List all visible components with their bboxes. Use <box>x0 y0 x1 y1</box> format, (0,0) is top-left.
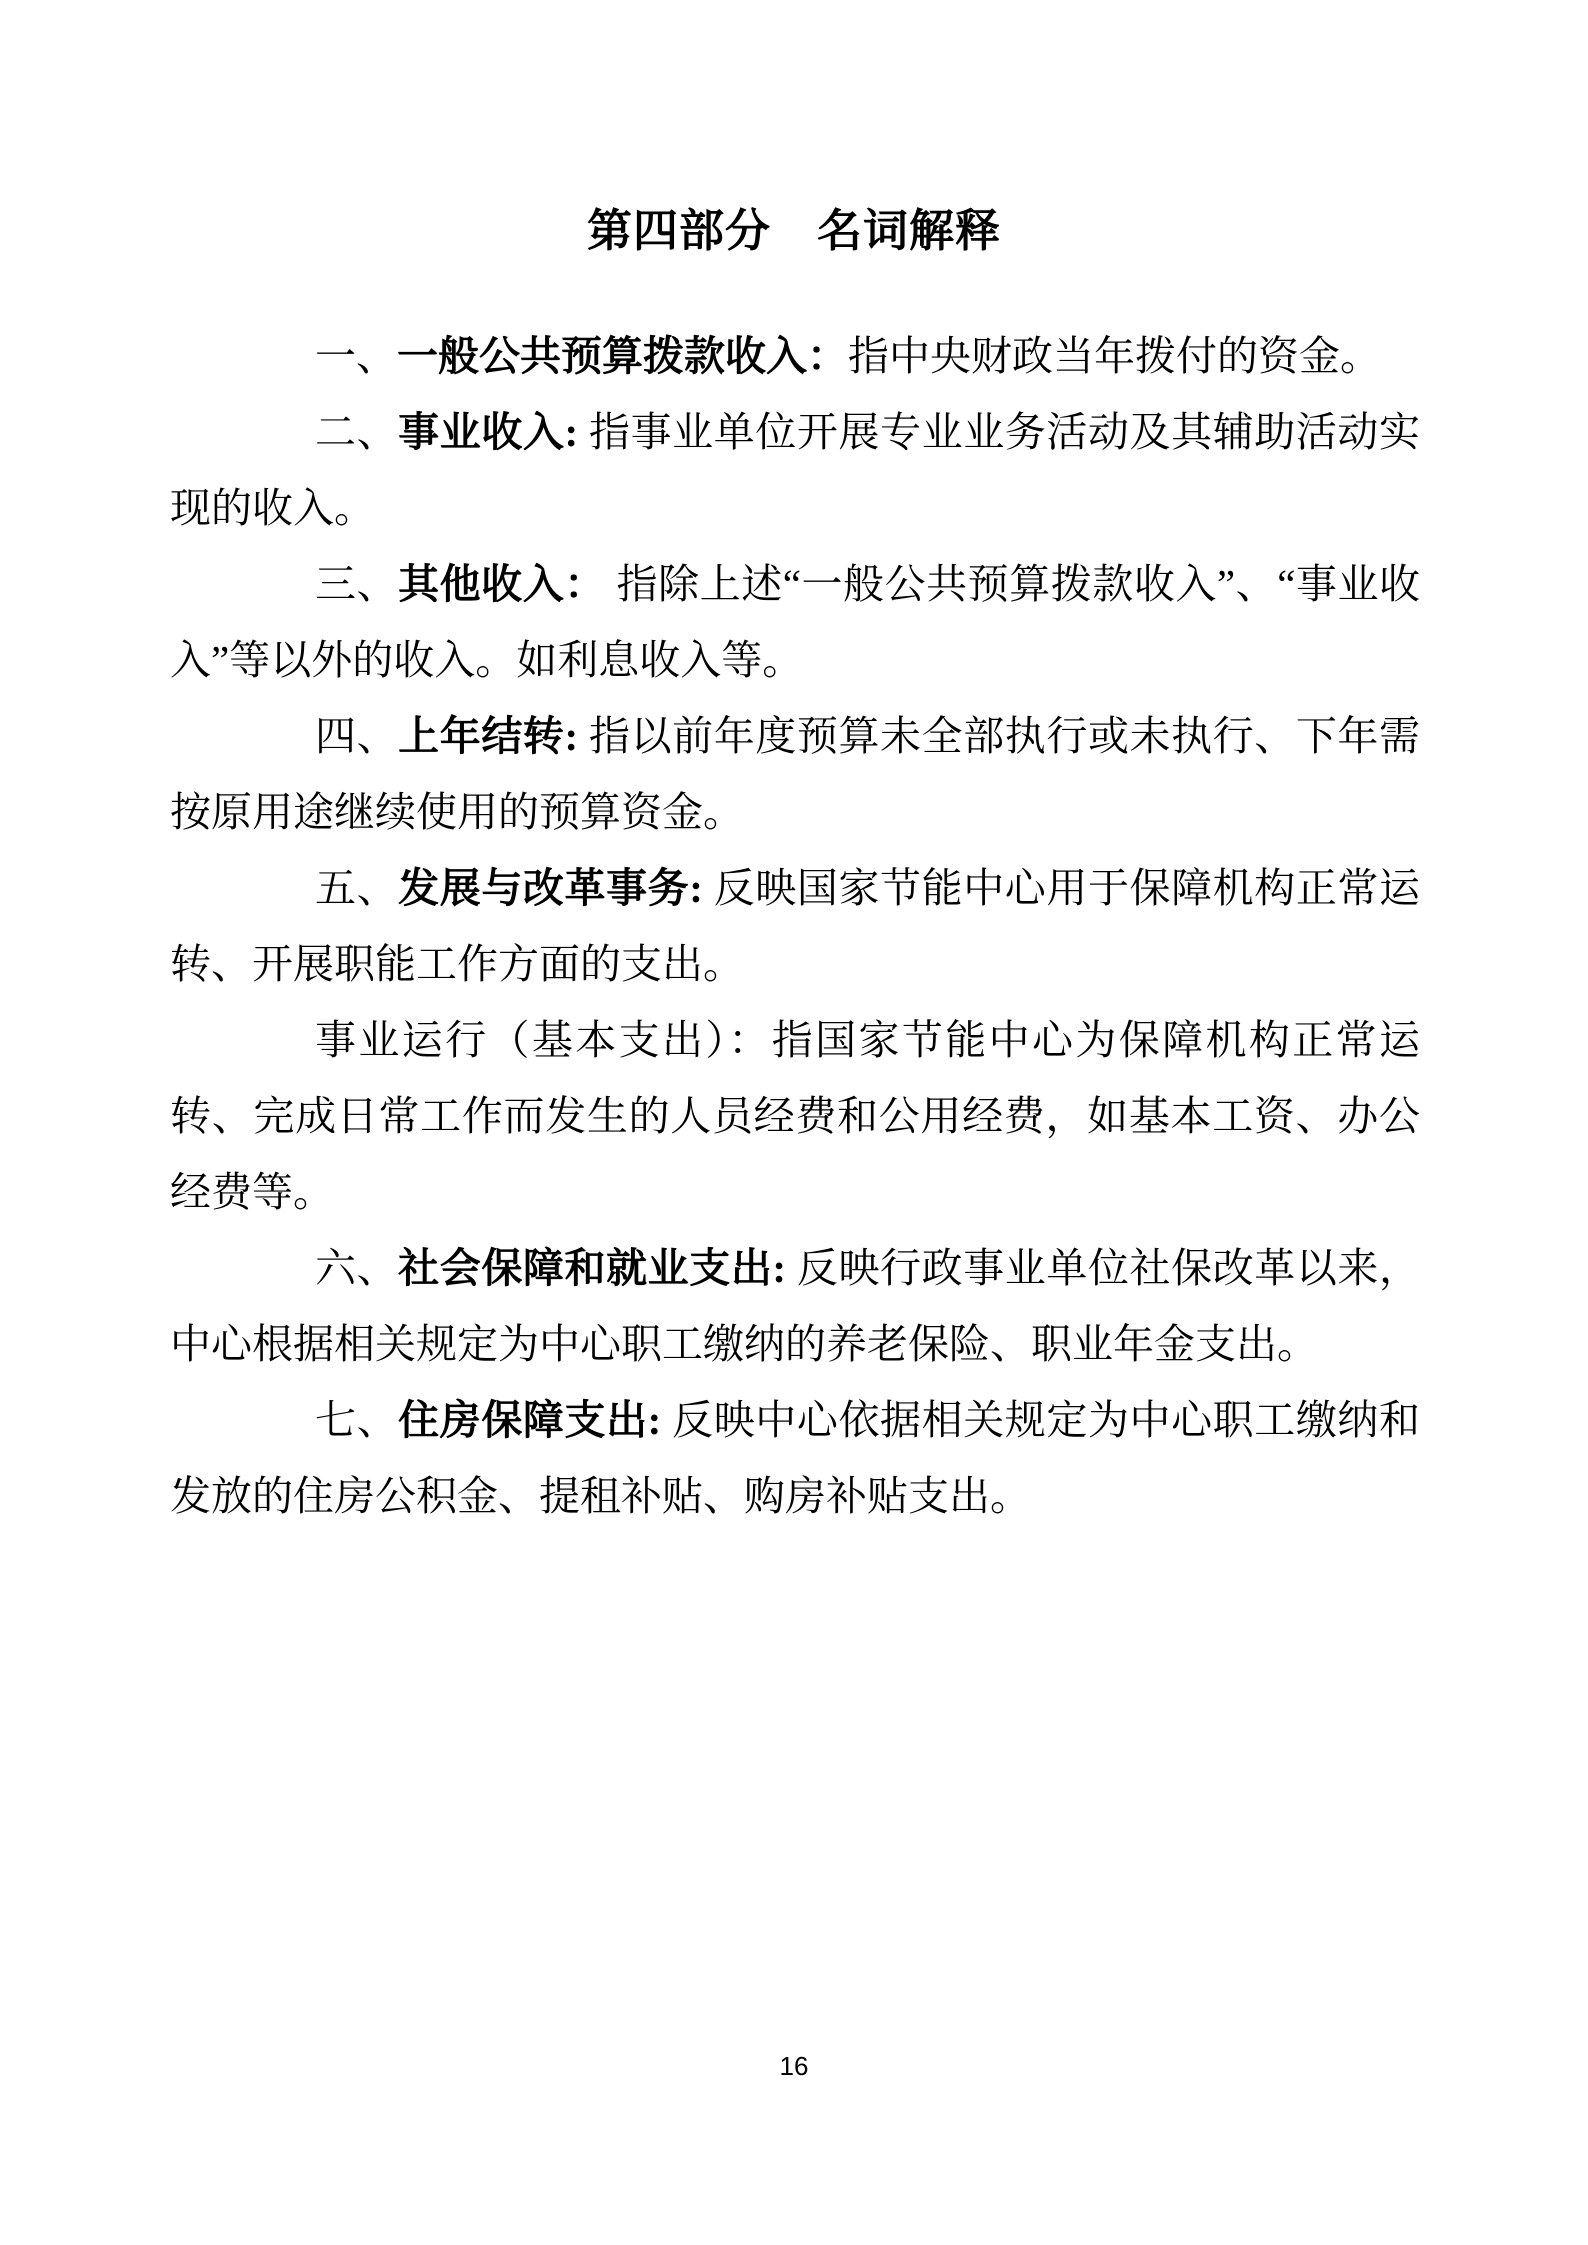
glossary-paragraph <box>170 1382 1420 1534</box>
definition-text: 反映中心依据相关规定为中心职工缴纳和发放的住房公积金、提租补贴、购房补贴支出。 <box>170 1397 1421 1519</box>
definition-text: 反映行政事业单位社保改革以来，中心根据相关规定为中心职工缴纳的养老保险、职业年金支出。 <box>170 1245 1421 1367</box>
glossary-paragraph <box>170 1002 1420 1230</box>
item-number: 六、 <box>315 1245 399 1291</box>
term-text: 事业收入: <box>398 409 589 455</box>
item-number: 五、 <box>315 865 399 911</box>
term-text: 住房保障支出: <box>398 1397 673 1443</box>
glossary-paragraph <box>170 850 1420 1002</box>
term-text: 发展与改革事务: <box>398 865 714 911</box>
glossary-content <box>170 318 1420 1534</box>
page-number: 16 <box>779 2051 809 2081</box>
definition-text: 指以前年度预算未全部执行或未执行、下年需按原用途继续使用的预算资金。 <box>170 713 1421 835</box>
item-number: 七、 <box>315 1397 399 1443</box>
definition-text: 指除上述“一般公共预算拨款收入”、“事业收入”等以外的收入。如利息收入等。 <box>170 561 1421 683</box>
definition-text: 反映国家节能中心用于保障机构正常运转、开展职能工作方面的支出。 <box>170 865 1421 987</box>
item-number: 三、 <box>315 561 399 607</box>
definition-text: 指国家节能中心为保障机构正常运转、完成日常工作而发生的人员经费和公用经费，如基本工资、办公经费等。 <box>170 1017 1421 1215</box>
term-text: 事业运行（基本支出）： <box>315 1017 772 1063</box>
glossary-paragraph <box>170 698 1420 850</box>
item-number: 一、 <box>315 333 397 379</box>
term-text: 社会保障和就业支出: <box>398 1245 797 1291</box>
page-title: 第四部分 名词解释 <box>586 206 1001 256</box>
definition-text: 指事业单位开展专业业务活动及其辅助活动实现的收入。 <box>170 409 1421 531</box>
definition-text: 指中央财政当年拨付的资金。 <box>848 333 1381 379</box>
term-text: 其他收入： <box>398 561 617 607</box>
item-number: 四、 <box>315 713 399 759</box>
glossary-paragraph <box>170 1230 1420 1382</box>
glossary-paragraph <box>170 318 1420 394</box>
term-text: 上年结转: <box>398 713 589 759</box>
term-text: 一般公共预算拨款收入： <box>397 333 848 379</box>
glossary-paragraph <box>170 546 1420 698</box>
item-number: 二、 <box>315 409 399 455</box>
glossary-paragraph <box>170 394 1420 546</box>
